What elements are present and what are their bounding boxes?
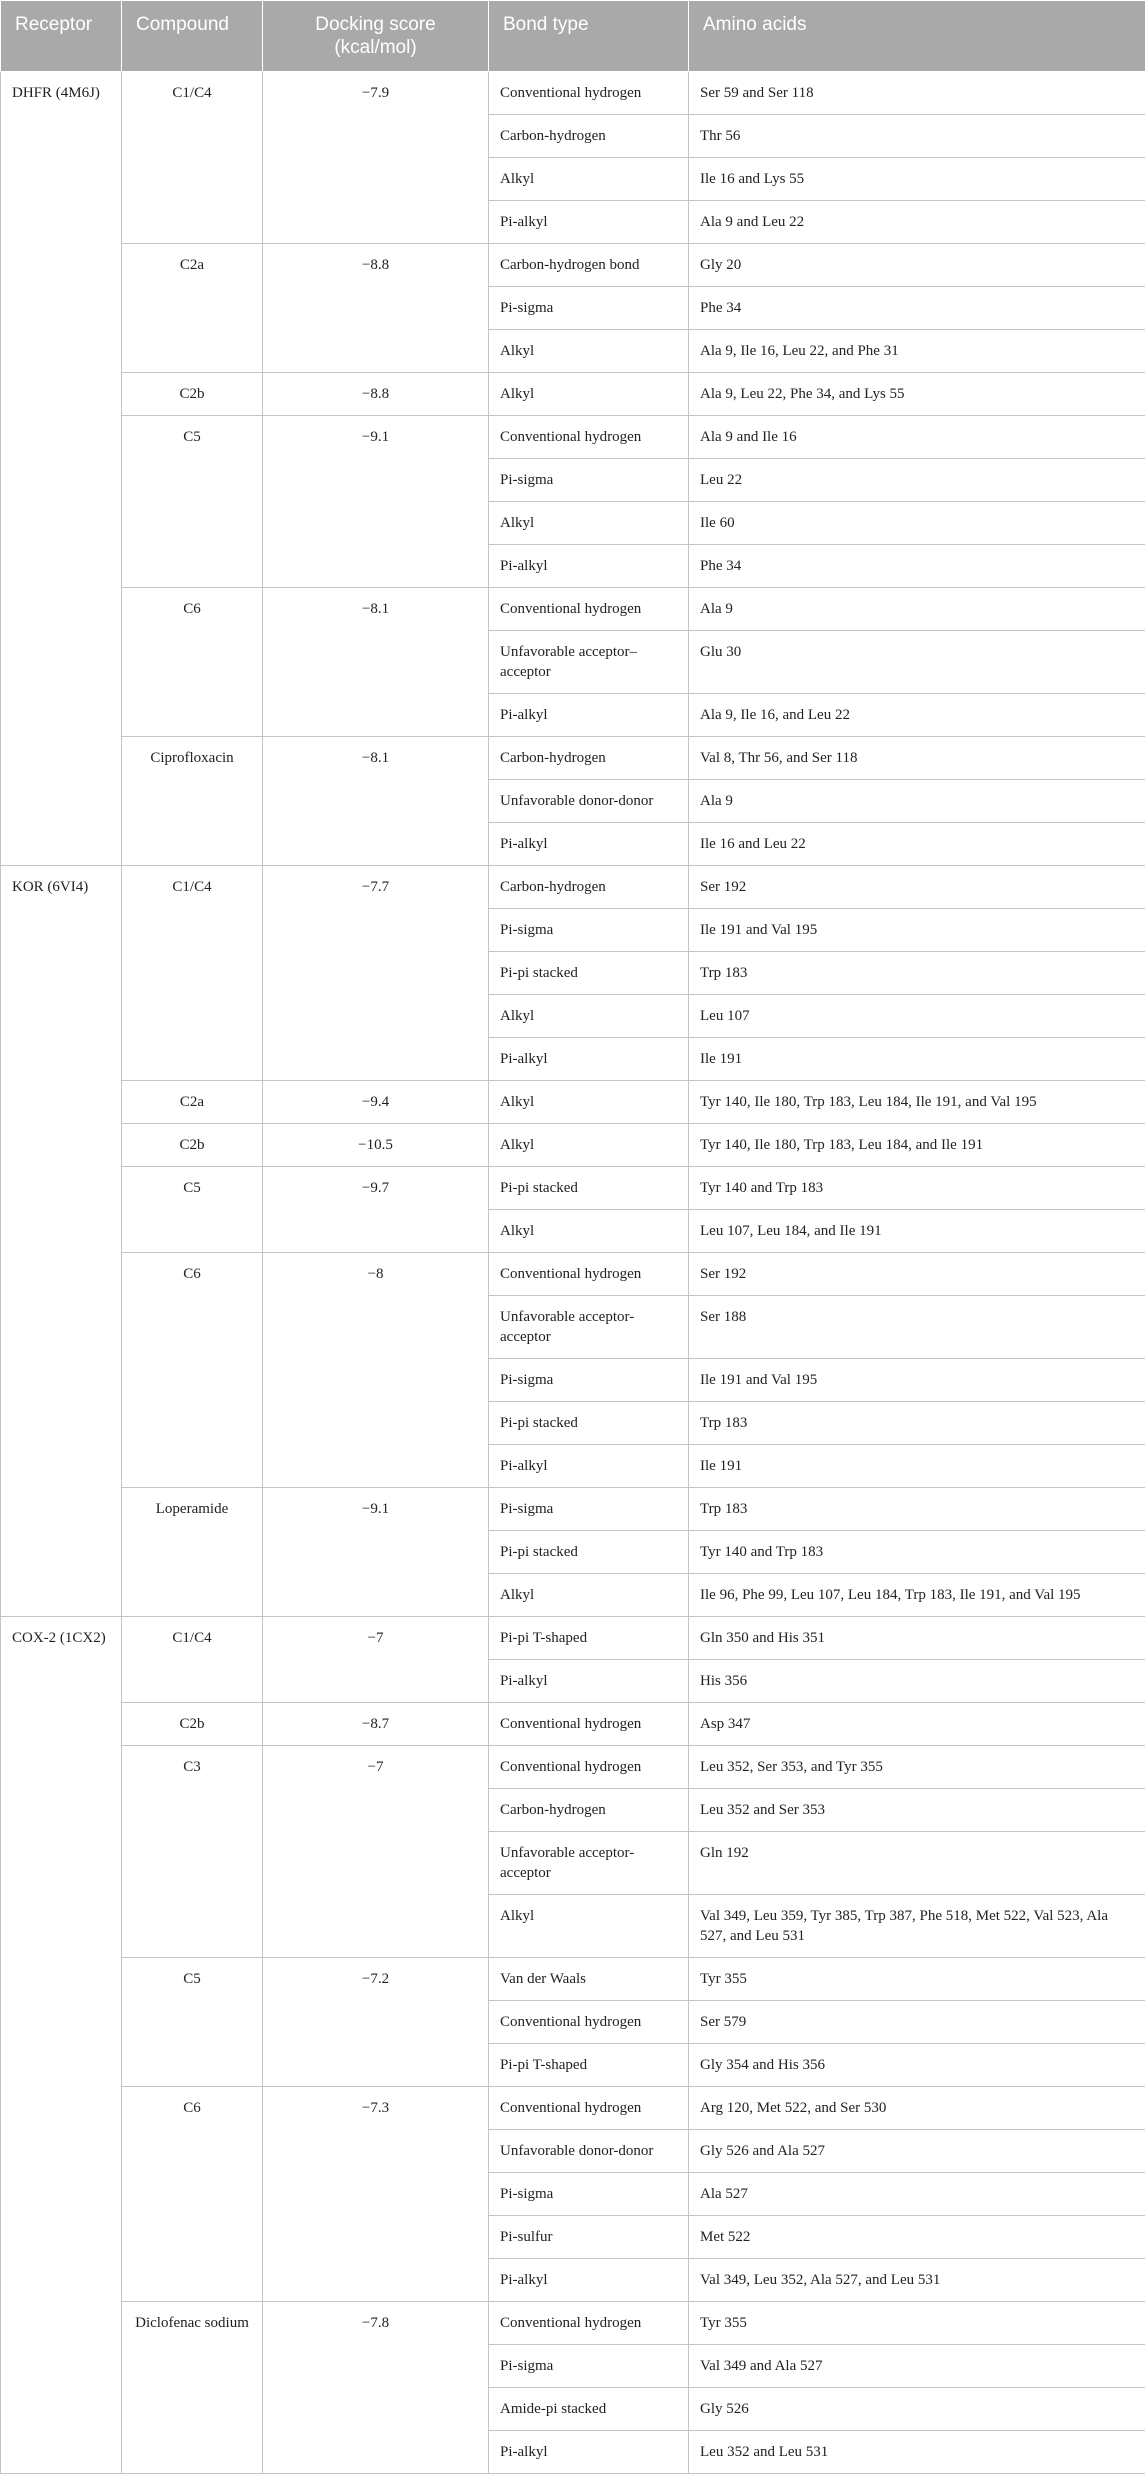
table-row — [1, 1167, 1145, 1210]
compound-cell: C2b — [122, 1703, 263, 1746]
amino-acids-cell: Ser 188 — [689, 1296, 1145, 1359]
bond-type-cell: Unfavorable donor-donor — [489, 780, 689, 823]
docking-score-cell: −7 — [263, 1746, 489, 1958]
amino-acids-cell: Ile 16 and Leu 22 — [689, 823, 1145, 866]
amino-acids-cell: Val 8, Thr 56, and Ser 118 — [689, 737, 1145, 780]
compound-cell: C5 — [122, 1958, 263, 2087]
table-row — [1, 1124, 1145, 1167]
docking-score-cell: −9.1 — [263, 416, 489, 588]
docking-score-cell: −8.8 — [263, 244, 489, 373]
bond-type-cell: Pi-alkyl — [489, 1445, 689, 1488]
compound-cell: C6 — [122, 2087, 263, 2302]
bond-type-cell: Pi-alkyl — [489, 545, 689, 588]
table-row — [1, 1617, 1145, 1660]
amino-acids-cell: Ala 9 — [689, 588, 1145, 631]
bond-type-cell: Alkyl — [489, 502, 689, 545]
amino-acids-cell: Leu 352 and Ser 353 — [689, 1789, 1145, 1832]
docking-score-cell: −9.4 — [263, 1081, 489, 1124]
amino-acids-cell: Gly 526 and Ala 527 — [689, 2130, 1145, 2173]
bond-type-cell: Conventional hydrogen — [489, 72, 689, 115]
amino-acids-cell: Glu 30 — [689, 631, 1145, 694]
compound-cell: C5 — [122, 416, 263, 588]
amino-acids-cell: Phe 34 — [689, 545, 1145, 588]
amino-acids-cell: Tyr 140, Ile 180, Trp 183, Leu 184, and Ile 191 — [689, 1124, 1145, 1167]
compound-cell: C6 — [122, 1253, 263, 1488]
docking-score-cell: −8.1 — [263, 737, 489, 866]
amino-acids-cell: Leu 22 — [689, 459, 1145, 502]
amino-acids-cell: Ala 9, Leu 22, Phe 34, and Lys 55 — [689, 373, 1145, 416]
table-row — [1, 373, 1145, 416]
bond-type-cell: Alkyl — [489, 1124, 689, 1167]
amino-acids-cell: Ser 192 — [689, 1253, 1145, 1296]
table-row — [1, 737, 1145, 780]
bond-type-cell: Pi-sigma — [489, 2173, 689, 2216]
compound-cell: C6 — [122, 588, 263, 737]
amino-acids-cell: Trp 183 — [689, 1402, 1145, 1445]
amino-acids-cell: Ser 579 — [689, 2001, 1145, 2044]
amino-acids-cell: Leu 107, Leu 184, and Ile 191 — [689, 1210, 1145, 1253]
bond-type-cell: Carbon-hydrogen — [489, 737, 689, 780]
amino-acids-cell: Gly 354 and His 356 — [689, 2044, 1145, 2087]
header-bond-type: Bond type — [489, 1, 689, 72]
docking-score-cell: −9.7 — [263, 1167, 489, 1253]
amino-acids-cell: Gln 350 and His 351 — [689, 1617, 1145, 1660]
bond-type-cell: Conventional hydrogen — [489, 2087, 689, 2130]
table-row — [1, 1253, 1145, 1296]
bond-type-cell: Pi-alkyl — [489, 1660, 689, 1703]
bond-type-cell: Conventional hydrogen — [489, 1703, 689, 1746]
compound-cell: C2b — [122, 1124, 263, 1167]
header-docking-score: Docking score (kcal/mol) — [263, 1, 489, 72]
compound-cell: Ciprofloxacin — [122, 737, 263, 866]
table-body — [1, 72, 1145, 2474]
bond-type-cell: Conventional hydrogen — [489, 1746, 689, 1789]
bond-type-cell: Pi-pi T-shaped — [489, 2044, 689, 2087]
table-row — [1, 1703, 1145, 1746]
bond-type-cell: Pi-sigma — [489, 287, 689, 330]
bond-type-cell: Conventional hydrogen — [489, 2302, 689, 2345]
docking-score-cell: −8 — [263, 1253, 489, 1488]
bond-type-cell: Pi-sigma — [489, 1488, 689, 1531]
header-row — [1, 1, 1145, 72]
bond-type-cell: Pi-sigma — [489, 909, 689, 952]
header-receptor: Receptor — [1, 1, 122, 72]
bond-type-cell: Alkyl — [489, 1895, 689, 1958]
bond-type-cell: Alkyl — [489, 373, 689, 416]
docking-score-cell: −7 — [263, 1617, 489, 1703]
bond-type-cell: Carbon-hydrogen — [489, 866, 689, 909]
amino-acids-cell: Trp 183 — [689, 1488, 1145, 1531]
docking-score-cell: −9.1 — [263, 1488, 489, 1617]
amino-acids-cell: Met 522 — [689, 2216, 1145, 2259]
bond-type-cell: Conventional hydrogen — [489, 416, 689, 459]
compound-cell: Loperamide — [122, 1488, 263, 1617]
docking-score-cell: −8.7 — [263, 1703, 489, 1746]
compound-cell: C3 — [122, 1746, 263, 1958]
bond-type-cell: Alkyl — [489, 1081, 689, 1124]
header-amino-acids: Amino acids — [689, 1, 1145, 72]
amino-acids-cell: His 356 — [689, 1660, 1145, 1703]
amino-acids-cell: Ala 9, Ile 16, and Leu 22 — [689, 694, 1145, 737]
table-row — [1, 1081, 1145, 1124]
table-row — [1, 1488, 1145, 1531]
bond-type-cell: Pi-alkyl — [489, 823, 689, 866]
amino-acids-cell: Ile 16 and Lys 55 — [689, 158, 1145, 201]
docking-score-cell: −7.9 — [263, 72, 489, 244]
amino-acids-cell: Phe 34 — [689, 287, 1145, 330]
bond-type-cell: Pi-alkyl — [489, 2431, 689, 2474]
table-row — [1, 866, 1145, 909]
bond-type-cell: Van der Waals — [489, 1958, 689, 2001]
amino-acids-cell: Thr 56 — [689, 115, 1145, 158]
amino-acids-cell: Val 349, Leu 359, Tyr 385, Trp 387, Phe 518, Met 522, Val 523, Ala 527, and Leu 531 — [689, 1895, 1145, 1958]
table-row — [1, 2087, 1145, 2130]
docking-score-cell: −7.8 — [263, 2302, 489, 2474]
table-row — [1, 416, 1145, 459]
amino-acids-cell: Ala 9 and Leu 22 — [689, 201, 1145, 244]
bond-type-cell: Alkyl — [489, 995, 689, 1038]
bond-type-cell: Unfavorable acceptor–acceptor — [489, 631, 689, 694]
bond-type-cell: Alkyl — [489, 1210, 689, 1253]
bond-type-cell: Conventional hydrogen — [489, 2001, 689, 2044]
bond-type-cell: Unfavorable acceptor-acceptor — [489, 1832, 689, 1895]
table-row — [1, 1746, 1145, 1789]
bond-type-cell: Alkyl — [489, 1574, 689, 1617]
bond-type-cell: Pi-pi stacked — [489, 1531, 689, 1574]
bond-type-cell: Pi-sigma — [489, 459, 689, 502]
amino-acids-cell: Ile 60 — [689, 502, 1145, 545]
bond-type-cell: Carbon-hydrogen — [489, 1789, 689, 1832]
amino-acids-cell: Asp 347 — [689, 1703, 1145, 1746]
bond-type-cell: Pi-alkyl — [489, 1038, 689, 1081]
header-compound: Compound — [122, 1, 263, 72]
amino-acids-cell: Val 349, Leu 352, Ala 527, and Leu 531 — [689, 2259, 1145, 2302]
table-row — [1, 1958, 1145, 2001]
bond-type-cell: Alkyl — [489, 330, 689, 373]
compound-cell: C2a — [122, 244, 263, 373]
bond-type-cell: Pi-sigma — [489, 1359, 689, 1402]
compound-cell: C1/C4 — [122, 866, 263, 1081]
amino-acids-cell: Ile 191 — [689, 1038, 1145, 1081]
docking-score-cell: −7.7 — [263, 866, 489, 1081]
amino-acids-cell: Leu 352, Ser 353, and Tyr 355 — [689, 1746, 1145, 1789]
amino-acids-cell: Arg 120, Met 522, and Ser 530 — [689, 2087, 1145, 2130]
amino-acids-cell: Ile 191 — [689, 1445, 1145, 1488]
docking-score-cell: −7.3 — [263, 2087, 489, 2302]
bond-type-cell: Pi-sigma — [489, 2345, 689, 2388]
bond-type-cell: Conventional hydrogen — [489, 588, 689, 631]
receptor-cell: KOR (6VI4) — [1, 866, 122, 1617]
docking-score-cell: −8.8 — [263, 373, 489, 416]
receptor-cell: COX-2 (1CX2) — [1, 1617, 122, 2474]
receptor-cell: DHFR (4M6J) — [1, 72, 122, 866]
bond-type-cell: Amide-pi stacked — [489, 2388, 689, 2431]
table-row — [1, 588, 1145, 631]
bond-type-cell: Pi-pi stacked — [489, 1167, 689, 1210]
bond-type-cell: Pi-sulfur — [489, 2216, 689, 2259]
bond-type-cell: Pi-pi T-shaped — [489, 1617, 689, 1660]
compound-cell: C2b — [122, 373, 263, 416]
amino-acids-cell: Ile 191 and Val 195 — [689, 909, 1145, 952]
compound-cell: C2a — [122, 1081, 263, 1124]
amino-acids-cell: Tyr 355 — [689, 1958, 1145, 2001]
amino-acids-cell: Gly 20 — [689, 244, 1145, 287]
compound-cell: C1/C4 — [122, 1617, 263, 1703]
bond-type-cell: Pi-pi stacked — [489, 952, 689, 995]
bond-type-cell: Pi-alkyl — [489, 2259, 689, 2302]
compound-cell: C5 — [122, 1167, 263, 1253]
amino-acids-cell: Ala 9 — [689, 780, 1145, 823]
amino-acids-cell: Ser 59 and Ser 118 — [689, 72, 1145, 115]
bond-type-cell: Unfavorable donor-donor — [489, 2130, 689, 2173]
bond-type-cell: Alkyl — [489, 158, 689, 201]
bond-type-cell: Pi-alkyl — [489, 694, 689, 737]
amino-acids-cell: Ala 9 and Ile 16 — [689, 416, 1145, 459]
amino-acids-cell: Ile 96, Phe 99, Leu 107, Leu 184, Trp 183, Ile 191, and Val 195 — [689, 1574, 1145, 1617]
amino-acids-cell: Tyr 140, Ile 180, Trp 183, Leu 184, Ile 191, and Val 195 — [689, 1081, 1145, 1124]
amino-acids-cell: Ala 9, Ile 16, Leu 22, and Phe 31 — [689, 330, 1145, 373]
amino-acids-cell: Tyr 355 — [689, 2302, 1145, 2345]
amino-acids-cell: Leu 352 and Leu 531 — [689, 2431, 1145, 2474]
amino-acids-cell: Gly 526 — [689, 2388, 1145, 2431]
bond-type-cell: Unfavorable acceptor-acceptor — [489, 1296, 689, 1359]
bond-type-cell: Conventional hydrogen — [489, 1253, 689, 1296]
bond-type-cell: Pi-pi stacked — [489, 1402, 689, 1445]
amino-acids-cell: Tyr 140 and Trp 183 — [689, 1531, 1145, 1574]
compound-cell: Diclofenac sodium — [122, 2302, 263, 2474]
bond-type-cell: Carbon-hydrogen bond — [489, 244, 689, 287]
amino-acids-cell: Ile 191 and Val 195 — [689, 1359, 1145, 1402]
compound-cell: C1/C4 — [122, 72, 263, 244]
table-row — [1, 72, 1145, 115]
docking-score-cell: −10.5 — [263, 1124, 489, 1167]
docking-score-cell: −7.2 — [263, 1958, 489, 2087]
bond-type-cell: Pi-alkyl — [489, 201, 689, 244]
amino-acids-cell: Val 349 and Ala 527 — [689, 2345, 1145, 2388]
amino-acids-cell: Ala 527 — [689, 2173, 1145, 2216]
amino-acids-cell: Ser 192 — [689, 866, 1145, 909]
amino-acids-cell: Trp 183 — [689, 952, 1145, 995]
amino-acids-cell: Tyr 140 and Trp 183 — [689, 1167, 1145, 1210]
amino-acids-cell: Gln 192 — [689, 1832, 1145, 1895]
table-row — [1, 2302, 1145, 2345]
table-row — [1, 244, 1145, 287]
bond-type-cell: Carbon-hydrogen — [489, 115, 689, 158]
amino-acids-cell: Leu 107 — [689, 995, 1145, 1038]
docking-score-cell: −8.1 — [263, 588, 489, 737]
